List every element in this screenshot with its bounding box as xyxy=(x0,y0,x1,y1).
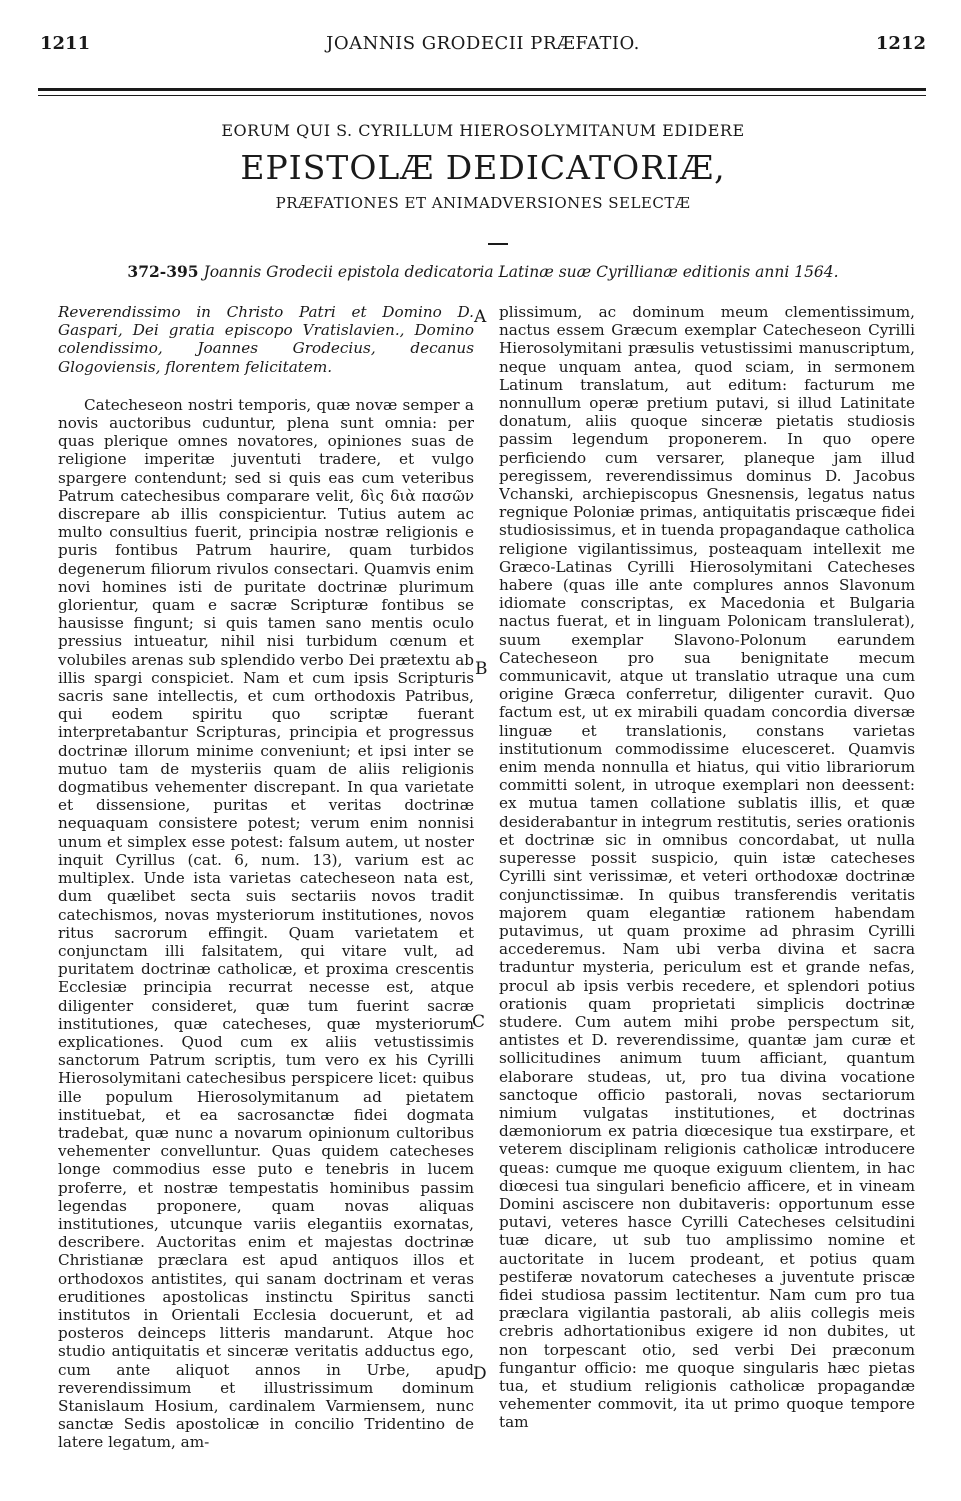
margin-letter-c: C xyxy=(472,1012,486,1032)
epistle-description: Joannis Grodecii epistola dedicatoria Latinæ suæ Cyrillianæ editionis anni 1564. xyxy=(203,263,839,281)
section-heading xyxy=(40,118,926,214)
column-range: 372-395 xyxy=(127,262,199,281)
epistle-caption xyxy=(40,262,926,282)
margin-letter-d: D xyxy=(473,1364,487,1384)
margin-letter-a: A xyxy=(474,307,487,327)
section-subtitle: PRÆFATIONES ET ANIMADVERSIONES SELECTÆ xyxy=(275,194,691,212)
right-column xyxy=(499,303,915,1483)
heading-dash xyxy=(488,243,508,245)
left-page-number: 1211 xyxy=(40,33,91,54)
running-head xyxy=(40,33,926,57)
running-title: JOANNIS GRODECII PRÆFATIO. xyxy=(326,33,640,54)
left-column xyxy=(58,303,474,1483)
left-column-body: Catecheseon nostri temporis, quæ novæ semper a novis auctoribus cuduntur, plena sunt omnia: per quas plerique omnes novatores, opiniones suas de religione imperitæ juventuti tradere, et vulgo spargere contendunt; sed si quis eas cum veteribus Patrum catechesibus comparare velit, δὶς διὰ πασῶν discrepare ab illis conspicientur. Tutius autem ac multo consultius fuerit, principia nostræ religionis e puris fontibus Patrum haurire, quam turbidos degenerum filiorum rivulos consectari. Quamvis enim novi homines isti de puritate doctrinæ plurimum glorientur, quam e sacræ Scripturæ fontibus se hausisse fingunt; si quis tamen sano mentis oculo pressius intueatur, nihil nisi turbidum cœnum et volubiles arenas sub splendido verbo Dei prætextu ab illis spargi conspiciet. Nam et cum ipsis Scripturis sacris sane intellectis, et cum orthodoxis Patribus, qui eodem spiritu quo scriptæ fuerant interpretabantur Scripturas, principia et progressus doctrinæ illorum minime conveniunt; et ipsi inter se mutuo tam de mysteriis quam de aliis religionis dogmatibus vehementer discrepant. In qua varietate et dissensione, puritas et veritas doctrinæ nequaquam consistere potest; verum enim nonnisi unum et simplex esse potest: falsum autem, ut noster inquit Cyrillus (cat. 6, num. 13), varium est ac multiplex. Unde ista varietas catecheseon nata est, dum quælibet secta suis sectariis novos tradit catechismos, novas mysteriorum institutiones, novos ritus sacrorum effingit. Quam varietatem et conjunctam illi falsitatem, qui vitare vult, ad puritatem doctrinæ catholicæ, et proxima crescentis Ecclesiæ principia recurrat necesse est, atque diligenter consideret, quæ tum fuerint sacræ institutiones, quæ catecheses, quæ mysteriorum explicationes. Quod cum ex aliis vetustissimis sanctorum Patrum scriptis, tum vero ex his Cyrilli Hierosolymitani catechesibus perspicere licet: quibus ille populum Hierosolymitanum ad pietatem instituebat, et ea sacrosanctæ fidei dogmata tradebat, quæ nunc a novarum opinionum cultoribus vehementer convelluntur. Quas quidem catecheses longe commodius esse puto e tenebris in lucem proferre, et nostræ tempestatis hominibus passim legendas proponere, quam novas aliquas institutiones, utcunque variis elegantiis exornatas, describere. Auctoritas enim et majestas doctrinæ Christianæ præclara est apud antiquos illos et orthodoxos antistites, qui sanam doctrinam et veras eruditiones apostolicas instinctu Spiritus sancti institutos in Orientali Ecclesia docuerunt, et ad posteros deinceps litteris mandarunt. Atque hoc studio antiquitatis et sinceræ veritatis adductus ego, cum ante aliquot annos in Urbe, apud reverendissimum et illustrissimum dominum Stanislaum Hosium, cardinalem Varmiensem, nunc sanctæ Sedis apostolicæ in concilio Tridentino de latere legatum, am- xyxy=(58,395,474,1452)
header-rule-heavy xyxy=(38,88,926,91)
section-kicker: EORUM QUI S. CYRILLUM HIEROSOLYMITANUM EDIDERE xyxy=(221,121,745,140)
right-column-body: plissimum, ac dominum meum clementissimum, nactus essem Græcum exemplar Catecheseon Cyrilli Hierosolymitani præsulis vetustissimi manuscriptum, neque unquam antea, quod sciam, in sermonem Latinum translatum, aut editum: facturum me nonnullum operæ pretium putavi, si illud Latinitate donatum, aliis quoque sinceræ pietatis studiosis passim legendum proponerem. In quo opere perficiendo cum versarer, planeque jam illud peregissem, reverendissimus dominus D. Jacobus Vchanski, archiepiscopus Gnesnensis, legatus natus regnique Poloniæ primas, antiquitatis priscæque fidei studiosissimus, et in tuenda propagandaque catholica religione vigilantissimus, posteaquam intellexit me Græco-Latinas Cyrilli Hierosolymitani Catecheses habere (quas ille ante complures annos Slavonum idiomate conscriptas, ex Macedonia et Bulgaria nactus fuerat, et in linguam Polonicam translulerat), suum exemplar Slavono-Polonum earundem Catecheseon pro sua benignitate mecum communicavit, atque ut translatio utraque una cum origine Græca conferretur, diligenter curavit. Quo factum est, ut ex mirabili quadam concordia diversæ linguæ et translationis, constans varietas institutionum commodissime elucesceret. Quamvis enim menda nonnulla et hiatus, qui vitio librariorum committi solent, in utroque exemplari non deessent: ex mutua tamen collatione sublatis illis, et quæ desiderabantur in integrum restitutis, series orationis et doctrinæ sic in omnibus concordabat, ut nulla superesse possit suspicio, quin istæ catecheses Cyrilli sint verissimæ, et veteri orthodoxæ doctrinæ conjunctissimæ. In quibus transferendis veritatis majorem quam elegantiæ rationem habendam putavimus, ut quam proxime ad phrasim Cyrilli accederemus. Nam ubi verba divina et sacra traduntur mysteria, periculum est et grande nefas, procul ab ipsis verbis recedere, et splendori potius orationis quam proprietati simplicis doctrinæ studere. Cum autem mihi probe perspectum sit, antistes et D. reverendissime, quantæ jam curæ et sollicitudines animum tuum afficiant, quantum elaborare studeas, ut, pro tua divina vocatione sanctoque officio pastorali, novas sectariorum nimium vulgatas institutiones, et doctrinas dæmoniorum ex patria diœcesique tua exstirpare, et veterem disciplinam religionis catholicæ introducere queas: cumque me quoque exiguum clientem, in hac diœcesi tua singulari beneficio afficere, et in vineam Domini asciscere non dubitaveris: opportunum esse putavi, veteres hasce Cyrilli Catecheses celsitudini tuæ dicare, ut sub tuo amplissimo nomine et auctoritate in lucem prodeant, et potius quam pestiferæ novatorum catecheses a juventute priscæ fidei studiosa passim lectitentur. Nam cum pro tua præclara vigilantia pastorali, ab aliis collegis meis crebris adhortationibus exigere id non dubites, ut non torpescant otio, sed verbi Dei præconum fungantur officio: me quoque singularis hæc pietas tua, et studium religionis catholicæ propagandæ vehementer commovit, ita ut primo quoque tempore tam xyxy=(499,303,915,1432)
dedication-address: Reverendissimo in Christo Patri et Domino D. Gaspari, Dei gratia episcopo Vratislavien., Domino colendissimo, Joannes Grodecius, decanus Glogoviensis, florentem felicitatem. xyxy=(58,303,474,376)
right-page-number: 1212 xyxy=(875,33,926,54)
header-rule-thin xyxy=(38,95,926,96)
margin-letter-b: B xyxy=(475,659,488,679)
section-title: EPISTOLÆ DEDICATORIÆ, xyxy=(240,148,726,187)
